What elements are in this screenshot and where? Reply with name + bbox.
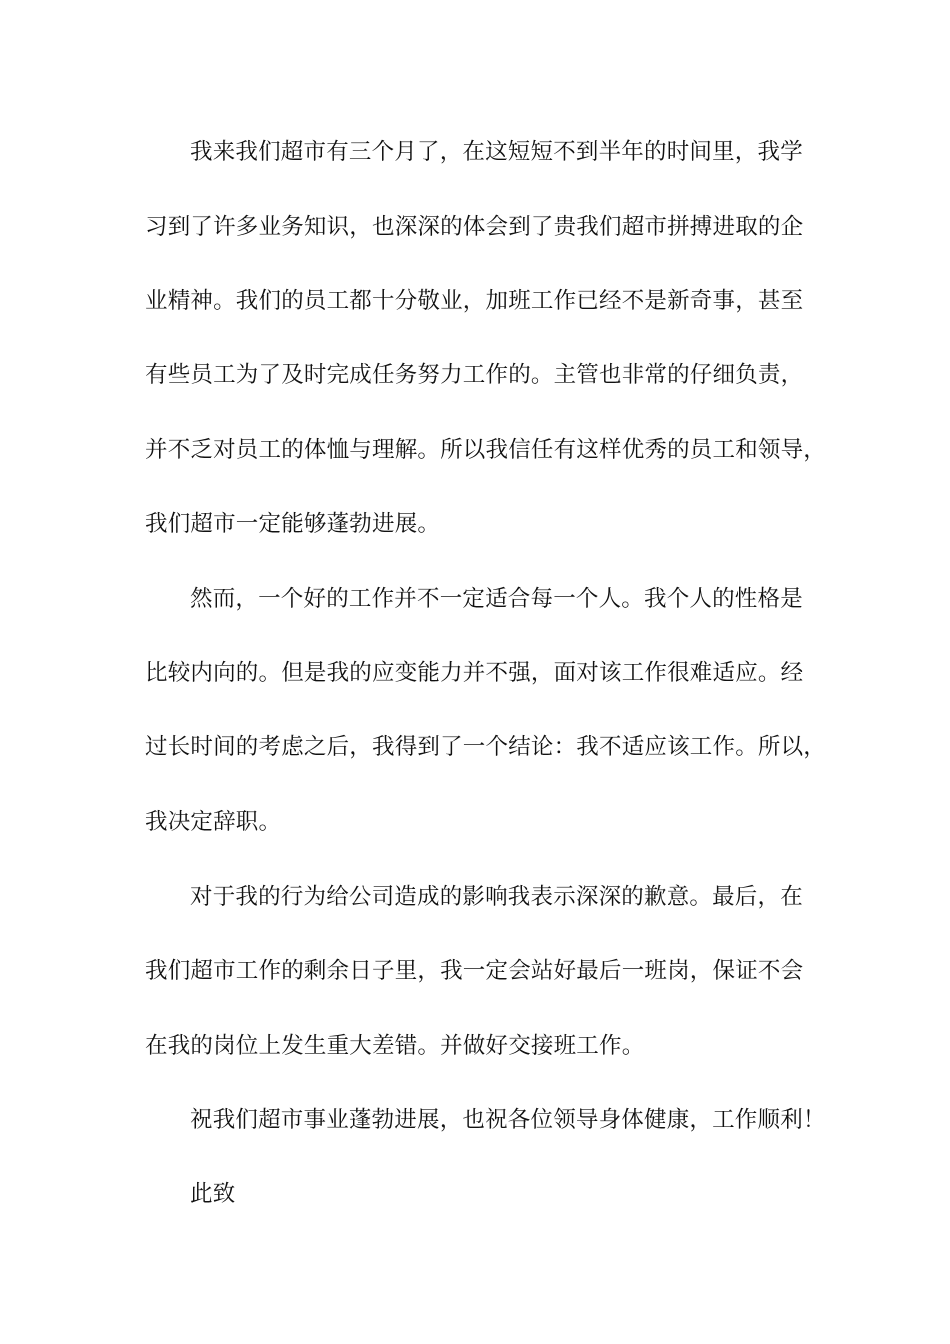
paragraph-1-line-6: 我们超市一定能够蓬勃进展。 bbox=[145, 511, 441, 537]
paragraph-2-line-4: 我决定辞职。 bbox=[145, 809, 282, 835]
paragraph-3-line-2: 我们超市工作的剩余日子里，我一定会站好最后一班岗，保证不会 bbox=[145, 958, 804, 984]
paragraph-1-line-1: 我来我们超市有三个月了，在这短短不到半年的时间里，我学 bbox=[190, 139, 803, 165]
paragraph-2-line-1: 然而，一个好的工作并不一定适合每一个人。我个人的性格是 bbox=[190, 586, 803, 612]
paragraph-2-line-3: 过长时间的考虑之后，我得到了一个结论：我不适应该工作。所以， bbox=[145, 734, 827, 760]
paragraph-1-line-3: 业精神。我们的员工都十分敬业，加班工作已经不是新奇事，甚至 bbox=[145, 288, 804, 314]
paragraph-1-line-2: 习到了许多业务知识，也深深的体会到了贵我们超市拼搏进取的企 bbox=[145, 214, 804, 240]
paragraph-3-line-1: 对于我的行为给公司造成的影响我表示深深的歉意。最后，在 bbox=[190, 884, 803, 910]
closing-salutation: 此致 bbox=[190, 1181, 236, 1207]
paragraph-1-line-5: 并不乏对员工的体恤与理解。所以我信任有这样优秀的员工和领导， bbox=[145, 437, 827, 463]
paragraph-3-line-3: 在我的岗位上发生重大差错。并做好交接班工作。 bbox=[145, 1033, 645, 1059]
paragraph-2-line-2: 比较内向的。但是我的应变能力并不强，面对该工作很难适应。经 bbox=[145, 660, 804, 686]
paragraph-1-line-4: 有些员工为了及时完成任务努力工作的。主管也非常的仔细负责， bbox=[145, 362, 804, 388]
closing-wish: 祝我们超市事业蓬勃进展，也祝各位领导身体健康，工作顺利！ bbox=[190, 1107, 826, 1133]
